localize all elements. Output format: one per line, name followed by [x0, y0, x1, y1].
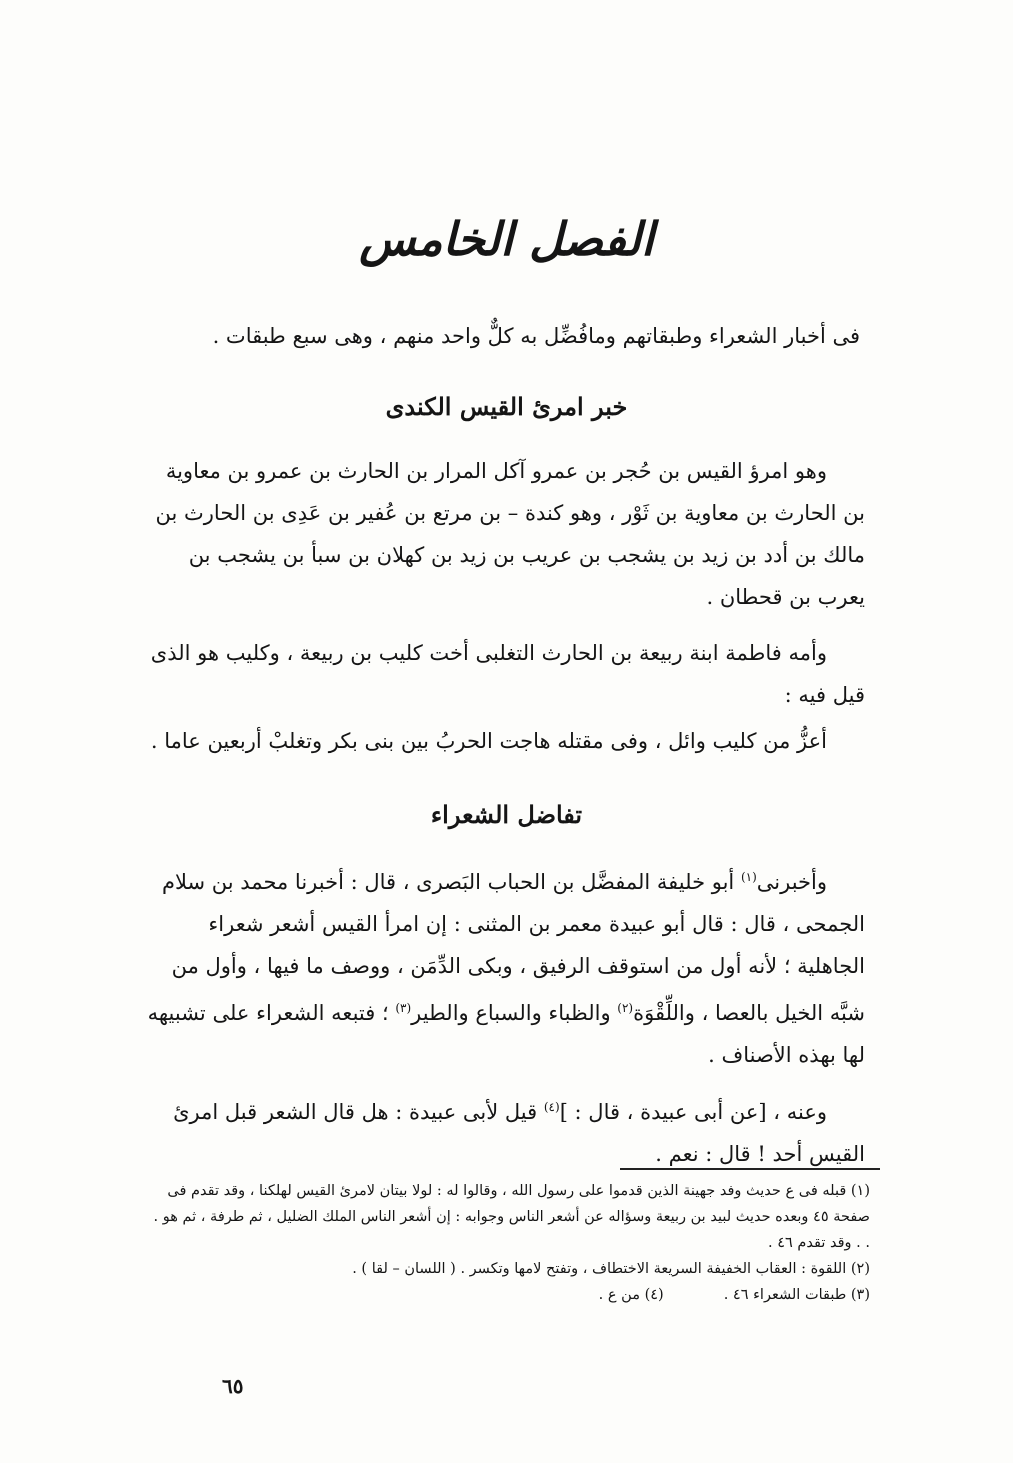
- text-run: والظباء والسباع والطير: [411, 1001, 618, 1025]
- paragraph-mother: وأمه فاطمة ابنة ربيعة بن الحارث التغلبى أخت كليب بن ربيعة ، وكليب هو الذى قيل فيه :: [150, 641, 865, 707]
- footnote-ref-1: (١): [740, 870, 757, 884]
- text-run: أبو خليفة المفضَّل بن الحباب البَصرى ، قال : أخبرنا محمد بن سلام الجمحى ، قال : قال أبو عبيدة معمر بن المثنى : إن امرأ القيس أشعر شعراء الجاهلية ؛ لأنه أول من استوقف الرفيق ، وبكى الدِّمَن ، ووصف ما فيها ، وأول من شبَّه الخيل بالعصا ، واللِّقْوَة: [161, 870, 865, 1025]
- footnote-2: (٢) اللقوة : العقاب الخفيفة السريعة الاختطاف ، وتفتح لامها وتكسر . ( اللسان – لقا ) .: [352, 1261, 870, 1277]
- section-heading-imru-al-qais: خبر امرئ القيس الكندى: [385, 392, 628, 421]
- footnote-ref-4: (٤): [543, 1100, 560, 1114]
- footnote-ref-2: (٢): [617, 1001, 634, 1015]
- text-run: قيل لأبى عبيدة : هل قال الشعر قبل امرئ القيس أحد ! قال : نعم .: [173, 1100, 865, 1166]
- section-heading-poets-ranking: تفاضل الشعراء: [430, 800, 583, 829]
- chapter-title: الفصل الخامس: [359, 212, 654, 266]
- chapter-intro: فى أخبار الشعراء وطبقاتهم ومافُضِّل به كلٌّ واحد منهم ، وهى سبع طبقات .: [212, 324, 860, 348]
- text-run: وأخبرنى: [756, 870, 827, 894]
- footnote-ref-3: (٣): [395, 1001, 412, 1015]
- paragraph-lineage: وهو امرؤ القيس بن حُجر بن عمرو آكل المرار بن الحارث بن عمرو بن معاوية بن الحارث بن معاوية بن ثَوْر ، وهو كندة – بن مرتع بن عُفير بن عَدِى بن الحارث بن مالك بن أدد بن زيد بن يشجب بن عريب بن زيد بن كهلان بن سبأ بن يشجب بن يعرب بن قحطان .: [155, 459, 865, 609]
- footnote-3: (٣) طبقات الشعراء ٤٦ .: [723, 1287, 870, 1303]
- text-run: وعنه ، [عن أبى عبيدة ، قال : ]: [559, 1100, 827, 1124]
- footnote-1: (١) قبله فى ع حديث وفد جهينة الذين قدموا على رسول الله ، وقالوا له : لولا بيتان لامرئ القيس لهلكنا ، وقد تقدم فى صفحة ٤٥ وبعده حديث لبيد بن ربيعة وسؤاله عن أشعر الناس وجوابه : إن أشعر الناس الملك الضليل ، ثم طرفة ، ثم هو . . . وقد تقدم ٤٦ .: [153, 1183, 870, 1251]
- paragraph-verse: أعزُّ من كليب وائل ، وفى مقتله هاجت الحربُ بين بنى بكر وتغلبْ أربعين عاما .: [150, 729, 827, 753]
- page-number: ٦٥: [222, 1374, 244, 1398]
- text-run: ؛ فتبعه الشعراء على تشبيهه لها بهذه الأصناف .: [147, 1001, 865, 1067]
- footnote-divider: [620, 1168, 880, 1170]
- footnote-4: (٤) من ع .: [598, 1287, 664, 1303]
- paragraph-abu-ubaida: [140, 856, 865, 1076]
- paragraph-first-poet: [140, 1086, 865, 1175]
- footnotes: [150, 1178, 870, 1308]
- footnote-row: [150, 1282, 870, 1308]
